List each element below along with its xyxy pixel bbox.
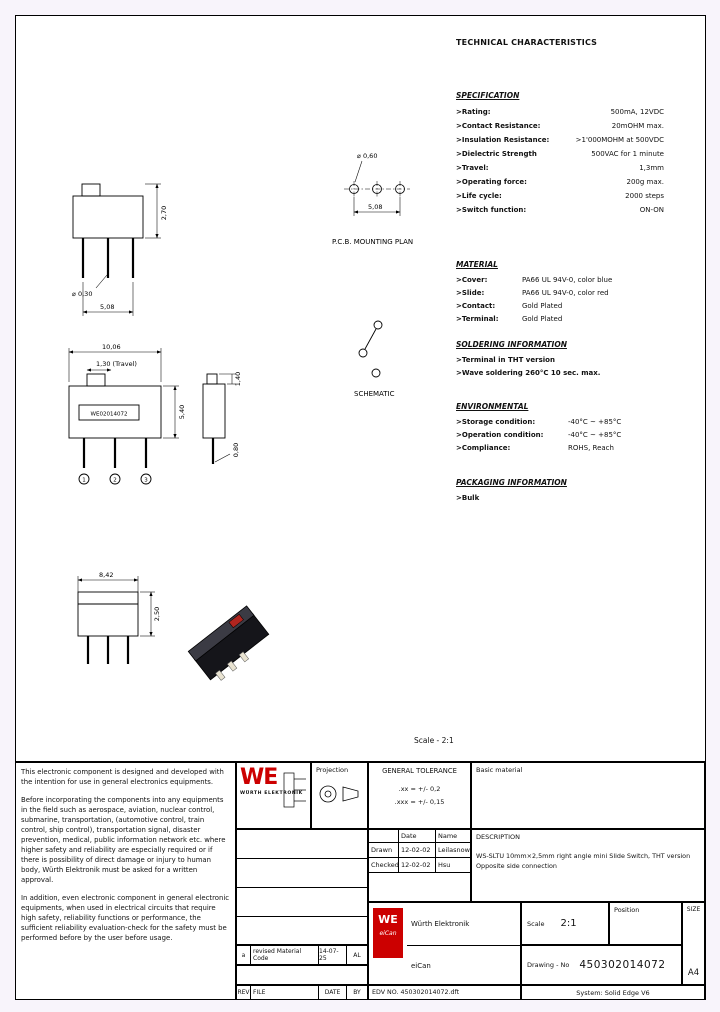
material-label: >Contact: [456,302,496,310]
spec-value: 2000 steps [625,192,664,200]
we-small-logo-sub: eiCan [379,930,397,937]
projection-label: Projection [316,766,349,774]
revision-blank-row [236,965,368,985]
scale-value: 2:1 [560,918,577,929]
position-label: Position [614,906,640,914]
environmental-heading: ENVIRONMENTAL [456,402,529,411]
tolerance-cell [368,762,471,829]
spec-label: >Rating: [456,108,491,116]
packaging-line: >Bulk [456,494,480,502]
dim-bottom-height: 2,50 [153,606,161,622]
company-cell [368,902,521,985]
environmental-value: -40°C ~ +85°C [568,431,622,439]
disclaimer [16,762,236,1000]
file-col-header: FILE [251,986,319,999]
revision-change: revised Material Code [251,946,319,964]
tolerance-heading: GENERAL TOLERANCE [382,767,457,775]
spec-value: 20mOHM max. [611,122,664,130]
environmental-row [456,429,664,442]
material-label: >Cover: [456,276,488,284]
disclaimer-paragraph: This electronic component is designed and developed with the intention for use in general electronics equipments. [21,768,224,786]
technical-characteristics [456,38,664,502]
checked-name: Hsu [438,861,451,869]
position-cell [609,902,682,945]
revision-entry-row [236,945,368,965]
spec-row [456,161,664,175]
material-row [456,313,664,326]
environmental-value: -40°C ~ +85°C [568,418,622,426]
dim-travel: 1,30 (Travel) [96,360,137,368]
bottom-view-drawing [78,571,161,664]
tolerance-line: .xxx = +/- 0,15 [394,798,445,806]
spec-row [456,189,664,203]
dim-width: 10,06 [102,343,121,351]
material-value: PA66 UL 94V-0, color red [522,289,609,297]
spec-row [456,147,664,161]
spec-value: 500VAC for 1 minute [591,150,664,158]
pcb-plan-label: P.C.B. MOUNTING PLAN [332,238,414,246]
size-cell [682,902,705,985]
disclaimer-paragraph: In addition, even electronic component in general electronic equipments, when used in electrical circuits that require high safety, reliability functions or performance, the sufficient reliability evaluation-check for the safety must be performed before by the user before usage. [21,894,230,942]
we-small-logo [373,908,403,958]
specification-section [456,91,664,217]
pcb-plan-drawing [332,152,413,246]
dim-hole-dia: ⌀ 0,60 [357,152,378,160]
material-value: Gold Plated [522,315,563,323]
packaging-section [456,478,664,505]
basic-material-label: Basic material [476,766,523,774]
we-logo-wordmark: WÜRTH ELEKTRONIK [240,791,303,796]
basic-material-cell [471,762,705,829]
soldering-line: >Terminal in THT version [456,356,555,364]
specification-heading: SPECIFICATION [456,91,520,100]
size-label: SIZE [686,906,701,913]
spec-value: 200g max. [626,178,664,186]
date-header: Date [399,830,436,842]
isometric-view-drawing [188,606,273,685]
spec-label: >Insulation Resistance: [456,136,550,144]
soldering-heading: SOLDERING INFORMATION [456,340,567,349]
dim-pitch: 5,08 [100,303,115,311]
spec-label: >Operating force: [456,178,527,186]
cad-system: eiCan [411,962,431,970]
pin-number-2: 2 [113,477,117,484]
dim-hole-pitch: 5,08 [368,203,383,211]
description-line: Opposite side connection [476,862,557,870]
spec-row [456,175,664,189]
description-cell [471,829,705,902]
spec-value: >1'000MOHM at 500VDC [575,136,664,144]
side-view-drawing [72,184,168,316]
title-block [16,761,705,999]
drawn-name: Leilasnow [438,846,470,854]
material-row [456,274,664,287]
tolerance-line: .xx = +/- 0,2 [398,785,441,793]
material-section [456,260,664,326]
end-view-drawing [203,372,242,464]
description-line: WS-SLTU 10mm×2,5mm right angle mini Slide Switch, THT version [476,852,691,860]
drawing-frame [15,15,706,1000]
environmental-row [456,442,664,455]
size-value: A4 [687,968,700,978]
drawn-label: Drawn [369,843,399,857]
material-row [456,300,664,313]
environmental-row [456,416,664,429]
scale-note: Scale - 2:1 [414,736,454,745]
revision-empty-rows [236,829,368,945]
revision-date: 14-07-25 [319,946,347,964]
environmental-label: >Storage condition: [456,418,536,426]
pin-number-1: 1 [82,477,86,484]
projection-cell [311,762,368,829]
dim-pin-dia: ⌀ 0,30 [72,290,93,298]
spec-label: >Switch function: [456,206,527,214]
checked-date: 12-02-02 [399,858,436,872]
system-note: System: Solid Edge V6 [521,985,705,1000]
date-col-header: DATE [319,986,347,999]
spec-label: >Travel: [456,164,489,172]
spec-row [456,119,664,133]
dim-height: 2,70 [160,205,168,221]
scale-cell [521,902,609,945]
spec-label: >Contact Resistance: [456,122,541,130]
spec-row [456,105,664,119]
scale-label: Scale [527,919,545,928]
spec-label: >Life cycle: [456,192,502,200]
material-heading: MATERIAL [456,260,498,269]
schematic-label: SCHEMATIC [354,390,395,398]
disclaimer-paragraph: Before incorporating the components into any equipments in the field such as aerospace, aviation, nuclear control, submarine, transportation, (automotive control, train control, ship control), transportation signal, disaster prevention, medical, public information network etc. where higher safety and reliability are especially required or if there is possibility of direct damage or injury to human body, Würth Elektronik must be asked for a written approval. [21,796,226,884]
rev-col-header: REV [237,986,251,999]
schematic-drawing [354,321,395,398]
signoff-table [368,829,471,902]
environmental-section [456,402,664,455]
we-logo-cell [236,762,311,829]
projection-symbol-icon [316,780,362,808]
dim-bottom-width: 8,42 [99,571,114,579]
spec-row [456,203,664,217]
we-small-logo-mark: WE [378,913,398,926]
environmental-label: >Operation condition: [456,431,544,439]
drawn-date: 12-02-02 [399,843,436,857]
tech-title: TECHNICAL CHARACTERISTICS [456,38,598,47]
pin-number-3: 3 [144,477,148,484]
material-label: >Slide: [456,289,485,297]
by-col-header: BY [353,989,361,996]
drawn-row [369,843,470,858]
edv-number: EDV NO. 450302014072.dft [368,985,521,1000]
connector-sketch-icon [282,769,308,813]
material-label: >Terminal: [456,315,499,323]
name-header: Name [438,832,458,840]
spec-row [456,133,664,147]
checked-label: Checked [369,858,399,872]
drawing-number-label: Drawing - No [527,961,570,969]
environmental-label: >Compliance: [456,444,511,452]
part-marking: WE02014072 [90,411,128,418]
drawing-number-cell [521,945,682,985]
soldering-line: >Wave soldering 260°C 10 sec. max. [456,369,601,377]
spec-value: 1,3mm [639,164,664,172]
dim-knob-height: 1,40 [234,371,242,387]
environmental-value: ROHS, Reach [568,444,614,452]
material-row [456,287,664,300]
revision-header-row [236,985,368,1000]
material-value: PA66 UL 94V-0, color blue [522,276,613,284]
dim-pin-width: 0,80 [232,442,240,458]
description-heading: DESCRIPTION [476,833,520,841]
we-logo-mark: WE [240,765,278,790]
revision-by: AL [353,951,361,959]
revision-rev: a [237,946,251,964]
packaging-heading: PACKAGING INFORMATION [456,478,567,487]
spec-value: 500mA, 12VDC [610,108,664,116]
front-view-drawing [69,343,186,484]
spec-value: ON-ON [639,206,664,214]
soldering-section [456,340,664,380]
company-name: Würth Elektronik [407,903,520,946]
dim-body-height: 5,40 [178,404,186,420]
drawing-number-value: 450302014072 [579,959,666,971]
signoff-header-row [369,830,470,843]
checked-row [369,858,470,873]
spec-label: >Dielectric Strength [456,150,537,158]
material-value: Gold Plated [522,302,563,310]
